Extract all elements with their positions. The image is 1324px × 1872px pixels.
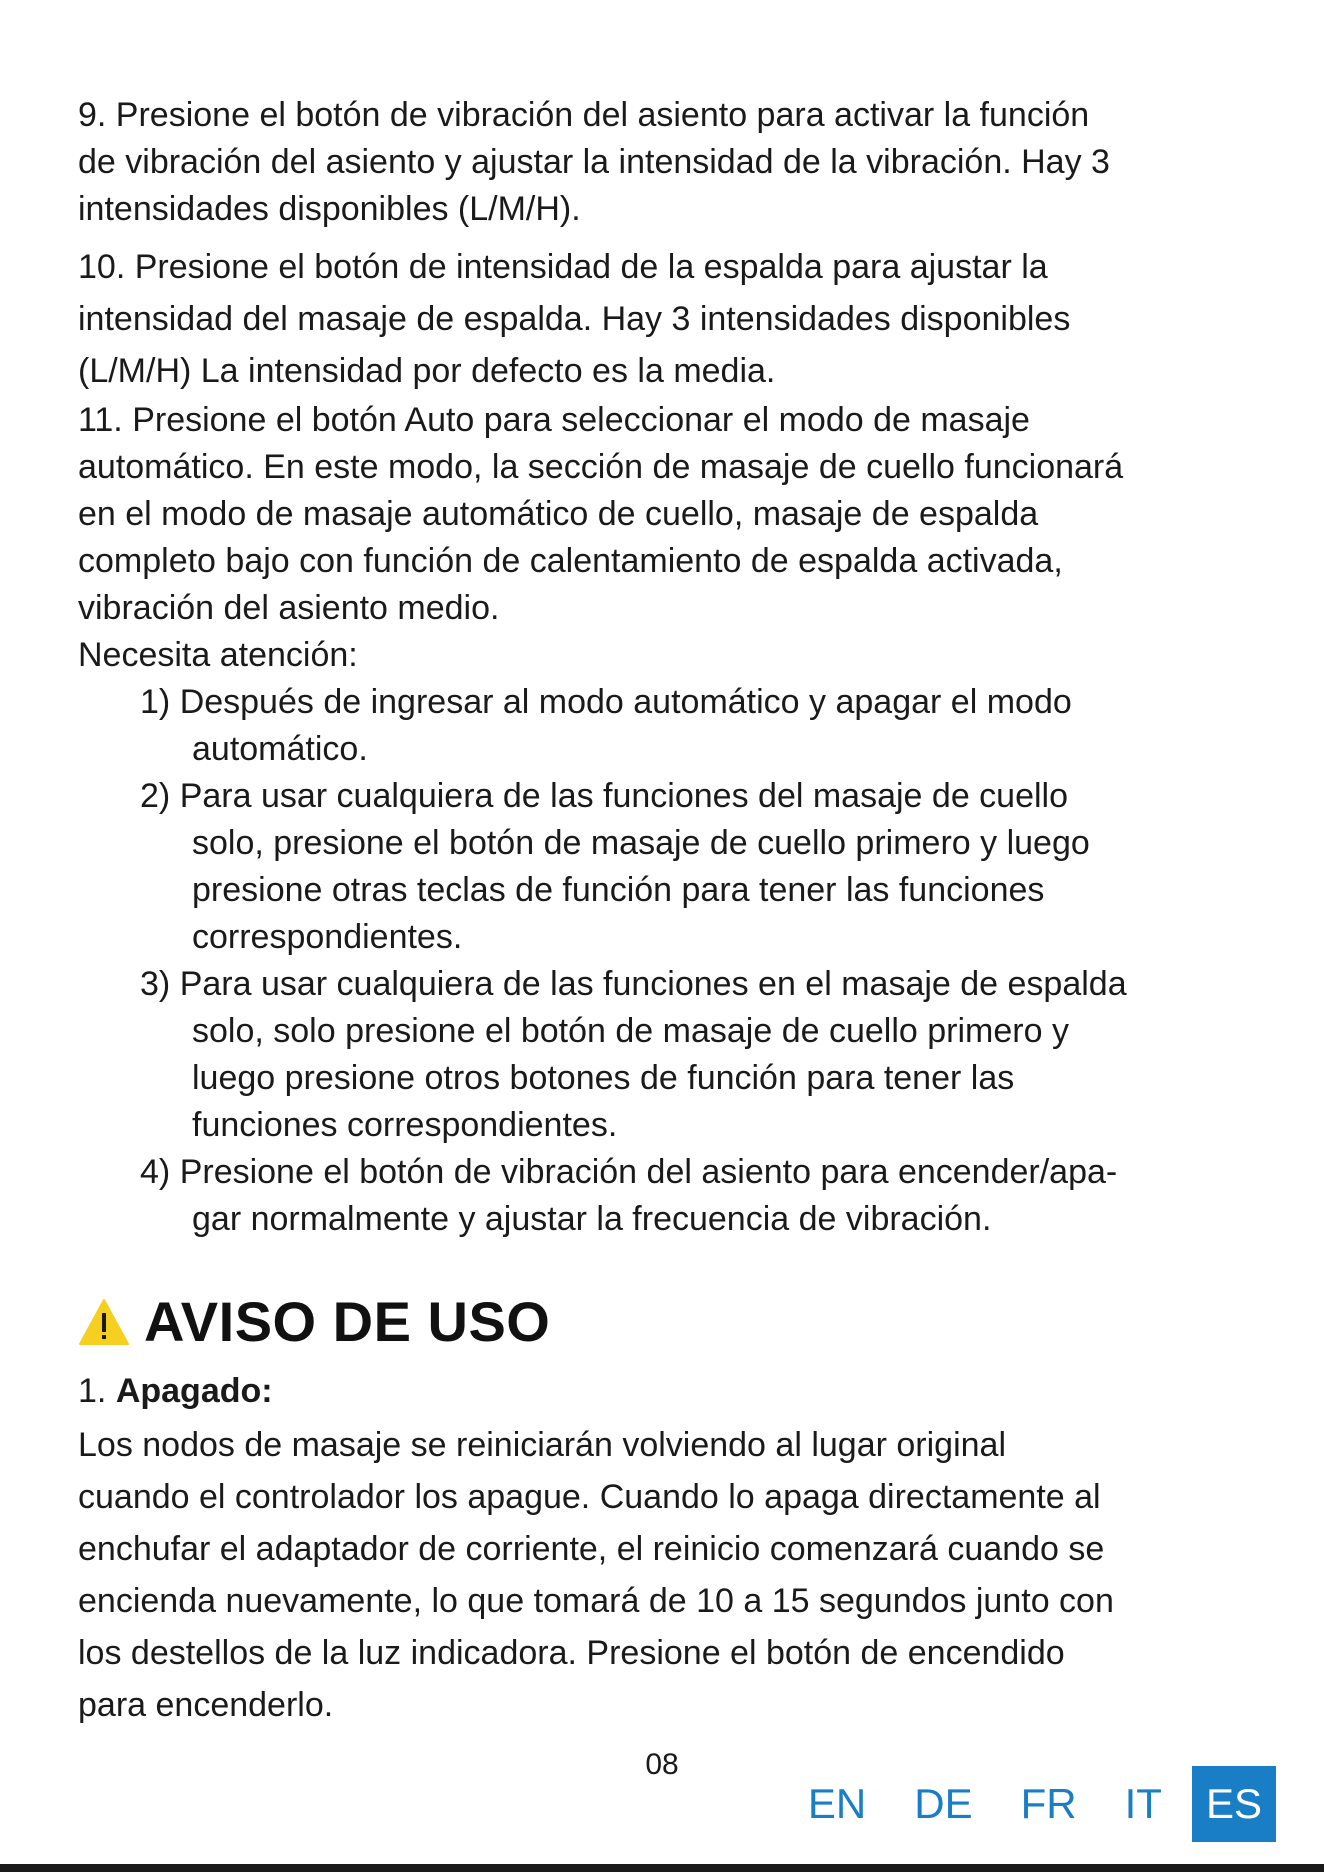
notice-heading (78, 1289, 1258, 1354)
language-tabs (790, 1766, 1276, 1842)
item-9-line-3: intensidades disponibles (L/M/H). (78, 190, 581, 228)
notice-item-heading: Apagado: (115, 1372, 273, 1410)
notice-line-1: Los nodos de masaje se reiniciarán volviendo al lugar original (78, 1426, 1006, 1464)
note-3-number: 3) (140, 965, 171, 1003)
lang-tab-fr[interactable]: FR (1020, 1780, 1077, 1827)
item-10-line-1: 10. Presione el botón de intensidad de la espalda para ajustar la (78, 248, 1048, 286)
page-content (78, 92, 1258, 1731)
note-1 (140, 679, 1258, 773)
bottom-rule (0, 1864, 1324, 1872)
note-3-line-1: Para usar cualquiera de las funciones en el masaje de espalda (179, 965, 1127, 1003)
item-11-line-1: 11. Presione el botón Auto para seleccionar el modo de masaje (78, 401, 1030, 439)
note-4 (140, 1149, 1258, 1243)
note-3-line-3: luego presione otros botones de función para tener las (192, 1059, 1015, 1097)
notice-item-number: 1. (78, 1372, 107, 1410)
note-4-number: 4) (140, 1153, 171, 1191)
item-11 (78, 397, 1258, 632)
note-1-line-1: Después de ingresar al modo automático y apagar el modo (179, 683, 1072, 721)
note-4-line-1: Presione el botón de vibración del asiento para encender/apa- (179, 1153, 1118, 1191)
page-number: 08 (645, 1748, 679, 1781)
item-11-line-4: completo bajo con función de calentamiento de espalda activada, (78, 542, 1063, 580)
lang-tab-en[interactable]: EN (807, 1780, 867, 1827)
note-2-line-4: correspondientes. (192, 918, 463, 956)
note-1-number: 1) (140, 683, 171, 721)
item-10 (78, 241, 1258, 397)
notice-line-4: encienda nuevamente, lo que tomará de 10 a 15 segundos junto con (78, 1582, 1114, 1620)
notice-title: AVISO DE USO (144, 1290, 551, 1353)
attention-notes (78, 679, 1258, 1243)
lang-tab-es[interactable]: ES (1192, 1766, 1276, 1842)
notice-line-3: enchufar el adaptador de corriente, el reinicio comenzará cuando se (78, 1530, 1105, 1568)
note-2-line-3: presione otras teclas de función para tener las funciones (192, 871, 1045, 909)
note-3-line-4: funciones correspondientes. (192, 1106, 618, 1144)
item-11-line-3: en el modo de masaje automático de cuello, masaje de espalda (78, 495, 1039, 533)
item-9 (78, 92, 1258, 233)
item-10-line-2: intensidad del masaje de espalda. Hay 3 intensidades disponibles (78, 300, 1071, 338)
item-11-line-5: vibración del asiento medio. (78, 589, 500, 627)
lang-tab-de[interactable]: DE (914, 1780, 973, 1827)
item-9-line-2: de vibración del asiento y ajustar la intensidad de la vibración. Hay 3 (78, 143, 1110, 181)
note-2-line-2: solo, presione el botón de masaje de cuello primero y luego (192, 824, 1090, 862)
item-10-line-3: (L/M/H) La intensidad por defecto es la media. (78, 352, 776, 390)
note-2-number: 2) (140, 777, 171, 815)
notice-line-5: los destellos de la luz indicadora. Presione el botón de encendido (78, 1634, 1065, 1672)
note-3-line-2: solo, solo presione el botón de masaje de cuello primero y (192, 1012, 1069, 1050)
note-2 (140, 773, 1258, 961)
item-9-line-1: 9. Presione el botón de vibración del asiento para activar la función (78, 96, 1090, 134)
warning-triangle-icon (78, 1298, 130, 1346)
notice-line-2: cuando el controlador los apague. Cuando lo apaga directamente al (78, 1478, 1101, 1516)
note-2-line-1: Para usar cualquiera de las funciones del masaje de cuello (179, 777, 1069, 815)
notice-item-title (78, 1368, 1258, 1415)
attention-label: Necesita atención: (78, 636, 358, 674)
notice-body (78, 1419, 1258, 1731)
notice-line-6: para encenderlo. (78, 1686, 334, 1724)
lang-tab-it[interactable]: IT (1124, 1780, 1162, 1827)
note-3 (140, 961, 1258, 1149)
note-4-line-2: gar normalmente y ajustar la frecuencia de vibración. (192, 1200, 992, 1238)
note-1-line-2: automático. (192, 730, 368, 768)
item-11-line-2: automático. En este modo, la sección de masaje de cuello funcionará (78, 448, 1124, 486)
